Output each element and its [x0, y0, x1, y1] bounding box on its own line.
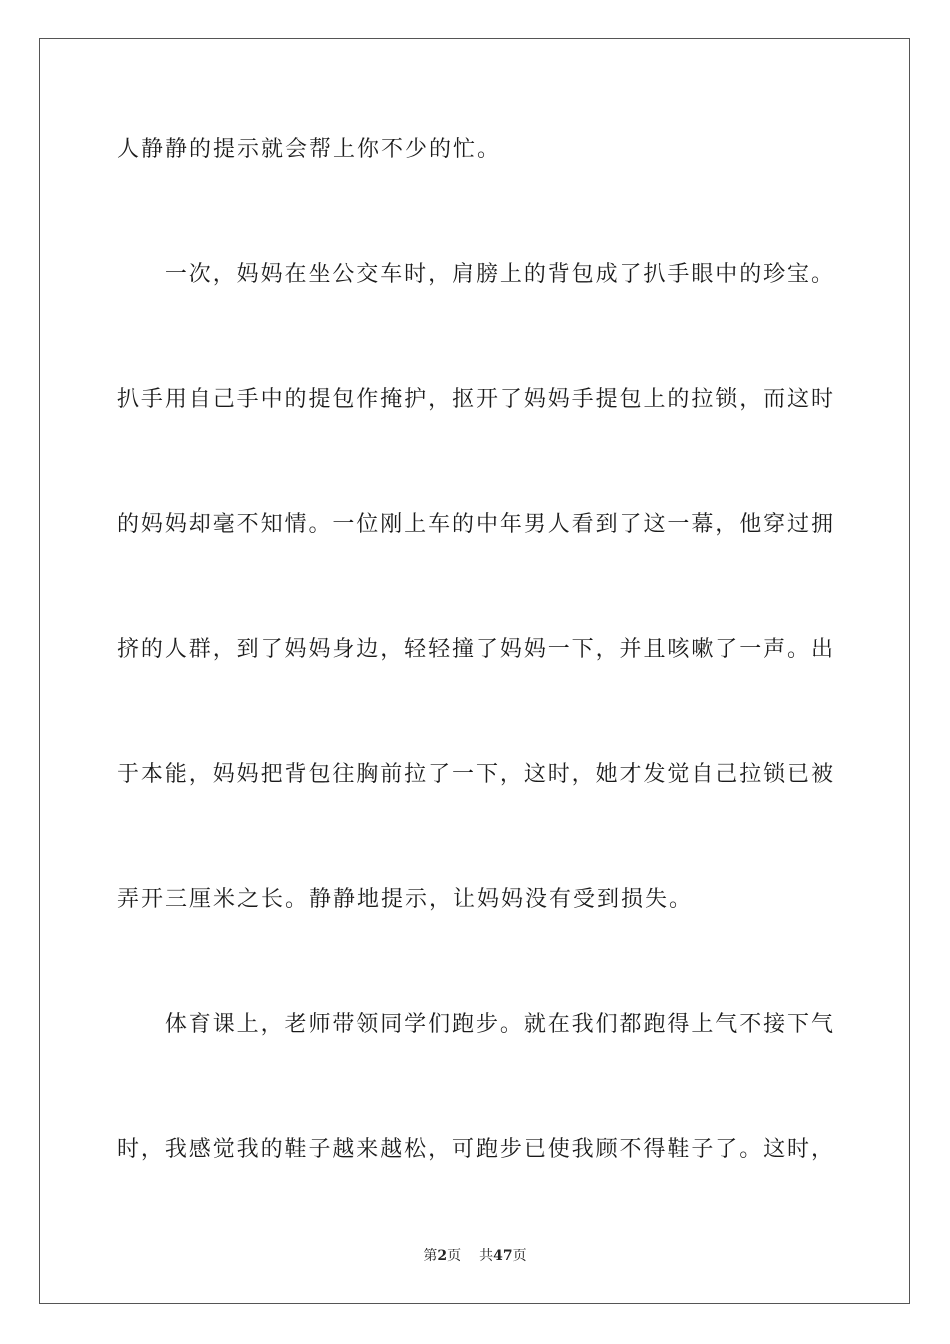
footer-total-suffix: 页: [512, 1248, 527, 1264]
text-line-2: 一次，妈妈在坐公交车时，肩膀上的背包成了扒手眼中的珍宝。: [117, 262, 833, 287]
text-line-8: 体育课上，老师带领同学们跑步。就在我们都跑得上气不接下气: [117, 1012, 833, 1037]
page-border: [39, 38, 910, 1304]
text-line-7: 弄开三厘米之长。静静地提示，让妈妈没有受到损失。: [117, 887, 694, 912]
footer-page-suffix: 页: [447, 1248, 462, 1264]
text-line-3: 扒手用自己手中的提包作掩护，抠开了妈妈手提包上的拉锁，而这时: [117, 387, 833, 412]
text-line-9: 时，我感觉我的鞋子越来越松，可跑步已使我顾不得鞋子了。这时，: [117, 1137, 833, 1162]
footer-page-prefix: 第: [423, 1248, 438, 1264]
footer-total-prefix: 共: [479, 1248, 494, 1264]
footer-page-number: 2: [437, 1248, 448, 1264]
page-footer: [0, 1246, 950, 1266]
text-line-1: 人静静的提示就会帮上你不少的忙。: [117, 137, 502, 162]
text-line-6: 于本能，妈妈把背包往胸前拉了一下，这时，她才发觉自己拉锁已被: [117, 762, 833, 787]
text-line-4: 的妈妈却毫不知情。一位刚上车的中年男人看到了这一幕，他穿过拥: [117, 512, 833, 537]
footer-total-number: 47: [493, 1248, 513, 1264]
text-line-5: 挤的人群，到了妈妈身边，轻轻撞了妈妈一下，并且咳嗽了一声。出: [117, 637, 833, 662]
